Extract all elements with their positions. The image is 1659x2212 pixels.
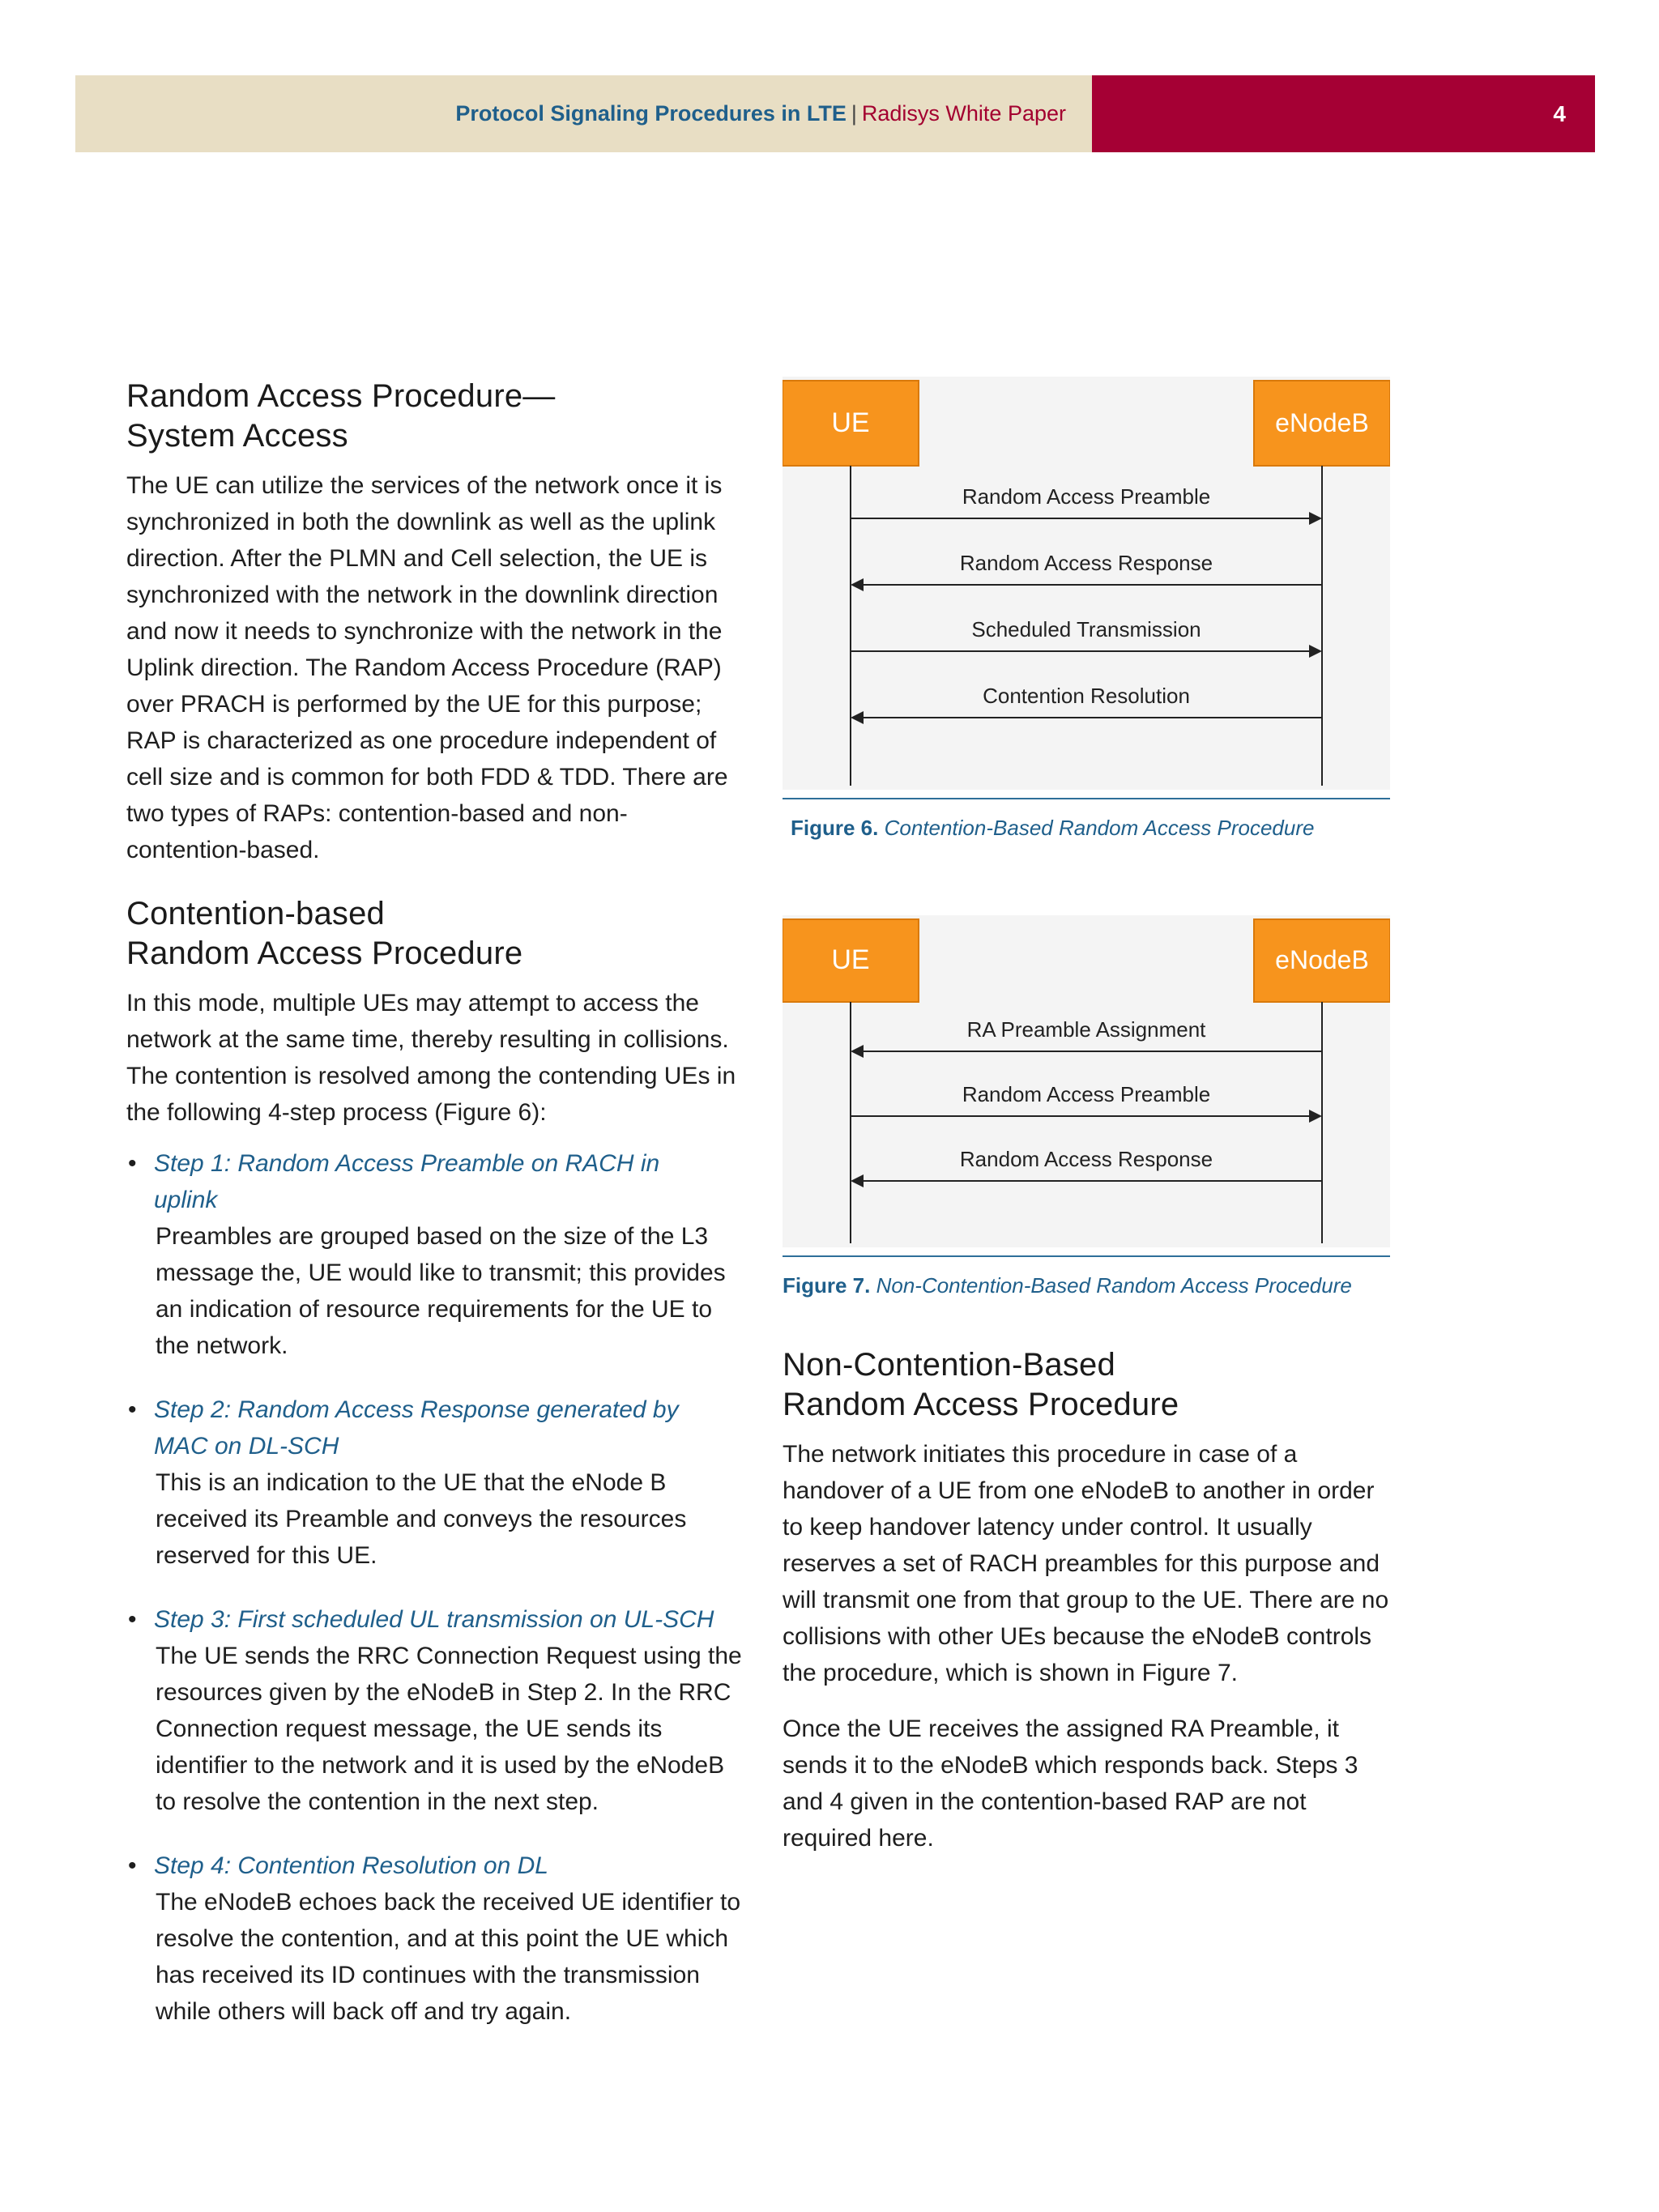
right-column xyxy=(783,377,1398,1876)
ue-entity-label: UE xyxy=(831,944,870,975)
message-label: Random Access Response xyxy=(959,1147,1213,1171)
figure-7 xyxy=(783,915,1390,1298)
sequence-diagram-contention xyxy=(783,377,1390,798)
step-text: The eNodeB echoes back the received UE identifier to resolve the contention, and at this point the UE which has received its ID continues with the transmission while others will back off and try again. xyxy=(156,1889,741,2025)
heading-line: Non-Contention-Based xyxy=(783,1347,1115,1383)
section-heading-contention-based xyxy=(126,894,742,974)
figure-6 xyxy=(783,377,1390,841)
paragraph-non-contention-1: The network initiates this procedure in case of a handover of a UE from one eNodeB to another in order to keep handover latency under control. It usually reserves a set of RACH preambles for this purpose and will transmit one from that group to the UE. There are no collisions with other UEs because the eNodeB controls the procedure, which is shown in Figure 7. xyxy=(783,1441,1389,1686)
ue-entity-label: UE xyxy=(831,407,870,438)
message-label: Scheduled Transmission xyxy=(971,617,1201,641)
document-subtitle: Radisys White Paper xyxy=(861,101,1066,126)
caption-text: Non-Contention-Based Random Access Procedure xyxy=(876,1273,1352,1298)
document-title: Protocol Signaling Procedures in LTE xyxy=(455,101,847,126)
enodeb-entity-label: eNodeB xyxy=(1275,408,1369,437)
left-column xyxy=(126,377,742,2057)
header-separator: | xyxy=(851,101,857,126)
page-number: 4 xyxy=(1553,100,1566,126)
message-label: RA Preamble Assignment xyxy=(966,1017,1206,1042)
step-text: The UE sends the RRC Connection Request using the resources given by the eNodeB in Step 2. In the RRC Connection request message, the UE sends its identifier to the network and it is used by the eNodeB to resolve the contention in the next step. xyxy=(156,1643,742,1815)
list-item xyxy=(126,1145,742,1364)
step-text: Preambles are grouped based on the size of the L3 message the, UE would like to transmit; this provides an indication of resource requirements for the UE to the network. xyxy=(156,1223,726,1359)
header-band xyxy=(75,75,1092,152)
caption-label: Figure 7. xyxy=(783,1273,871,1298)
step-list xyxy=(126,1145,742,2030)
paragraph-contention-based: In this mode, multiple UEs may attempt to access the network at the same time, thereby resulting in collisions. The contention is resolved among the contending UEs in the following 4-step process (Figure 6): xyxy=(126,990,736,1126)
page-number-band xyxy=(1092,75,1595,152)
paragraph-system-access: The UE can utilize the services of the network once it is synchronized in both the downlink as well as the uplink direction. After the PLMN and Cell selection, the UE is synchronized with the network in the downlink direction and now it needs to synchronize with the network in the Uplink direction. The Random Access Procedure (RAP) over PRACH is performed by the UE for this purpose; RAP is characterized as one procedure independent of cell size and is common for both FDD & TDD. There are two types of RAPs: contention-based and non-contention-based. xyxy=(126,472,728,863)
message-label: Random Access Response xyxy=(959,551,1213,575)
page-header xyxy=(75,75,1595,152)
heading-line: Contention-based xyxy=(126,896,385,931)
step-title: Step 2: Random Access Response generated by MAC on DL-SCH xyxy=(154,1396,679,1460)
message-label: Random Access Preamble xyxy=(962,484,1211,509)
paragraph-non-contention-2: Once the UE receives the assigned RA Preamble, it sends it to the eNodeB which responds back. Steps 3 and 4 given in the contention-based RAP are not required here. xyxy=(783,1715,1358,1852)
figure-caption xyxy=(783,1273,1390,1298)
step-title: Step 4: Contention Resolution on DL xyxy=(154,1852,548,1879)
bullet: • xyxy=(128,1396,137,1423)
figure-rule xyxy=(783,1255,1390,1257)
section-heading-random-access xyxy=(126,377,742,456)
heading-line: Random Access Procedure xyxy=(126,936,523,971)
heading-line: System Access xyxy=(126,418,348,454)
step-title: Step 3: First scheduled UL transmission on UL-SCH xyxy=(154,1606,714,1633)
figure-caption xyxy=(783,816,1390,841)
heading-line: Random Access Procedure— xyxy=(126,378,556,414)
heading-line: Random Access Procedure xyxy=(783,1387,1179,1422)
bullet: • xyxy=(128,1150,137,1177)
bullet: • xyxy=(128,1852,137,1879)
list-item xyxy=(126,1601,742,1820)
step-text: This is an indication to the UE that the eNode B received its Preamble and conveys the resources reserved for this UE. xyxy=(156,1469,687,1569)
step-title: Step 1: Random Access Preamble on RACH in uplink xyxy=(154,1150,660,1213)
bullet: • xyxy=(128,1606,137,1633)
figure-rule xyxy=(783,798,1390,799)
section-heading-non-contention xyxy=(783,1345,1398,1425)
list-item xyxy=(126,1848,742,2030)
list-item xyxy=(126,1392,742,1574)
message-label: Random Access Preamble xyxy=(962,1082,1211,1106)
enodeb-entity-label: eNodeB xyxy=(1275,945,1369,974)
caption-label: Figure 6. xyxy=(791,816,879,840)
sequence-diagram-non-contention xyxy=(783,915,1390,1255)
caption-text: Contention-Based Random Access Procedure xyxy=(884,816,1315,840)
message-label: Contention Resolution xyxy=(983,684,1190,708)
